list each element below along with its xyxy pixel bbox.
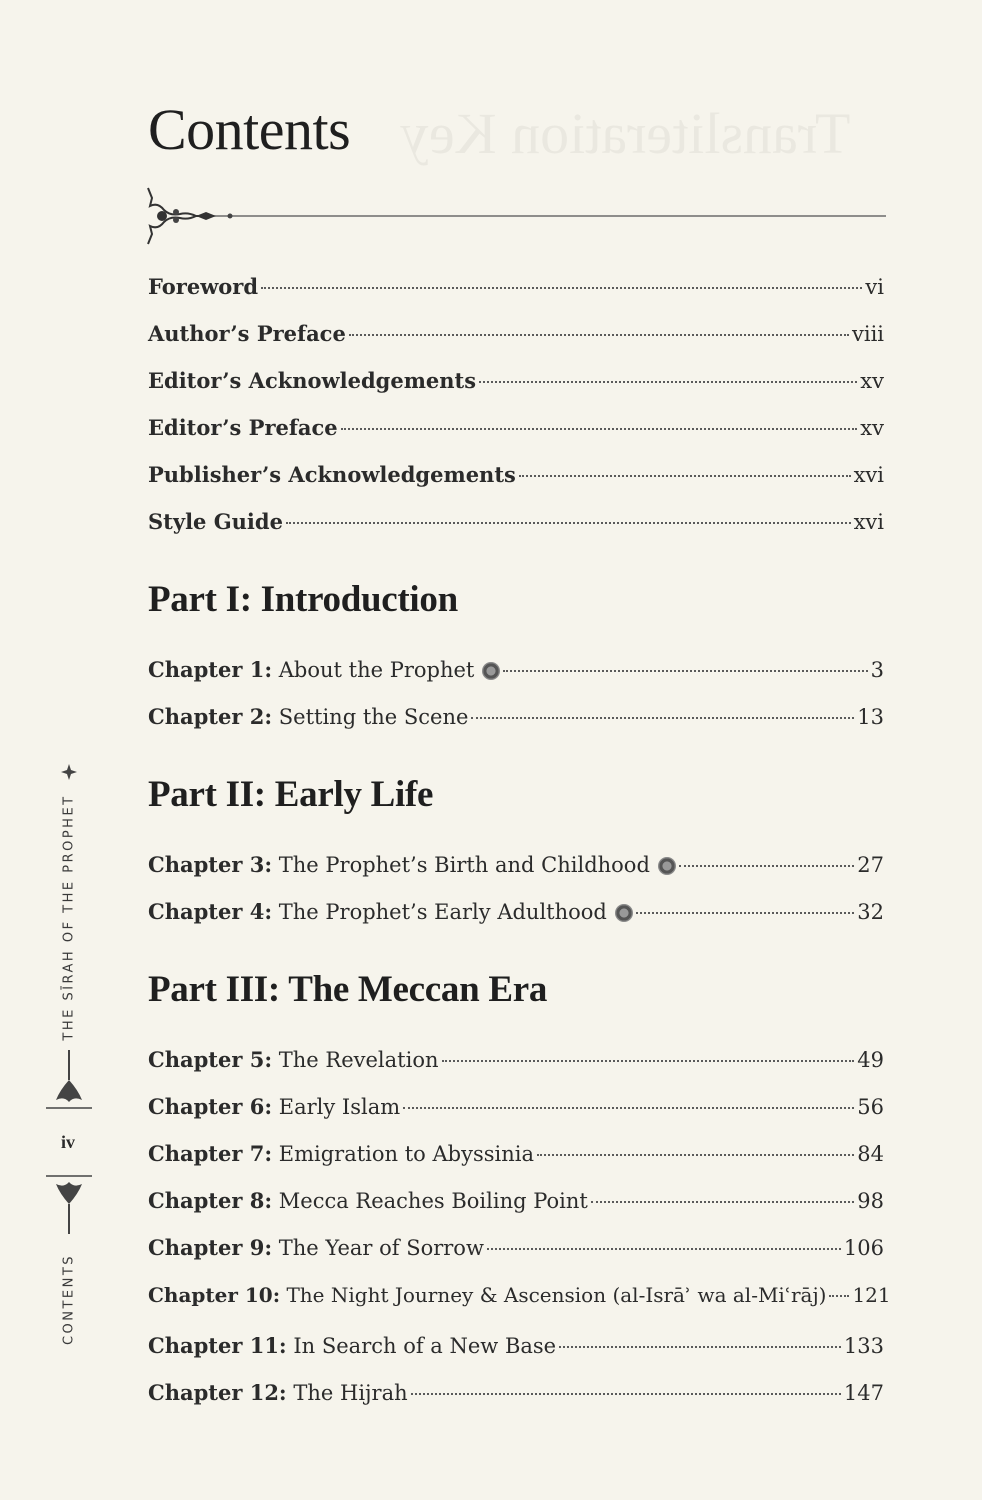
dot-leader [286, 521, 851, 524]
chapter-title: The Year of Sorrow [278, 1236, 484, 1260]
dot-leader [341, 427, 858, 430]
chapter-title: The Prophet’s Early Adulthood [278, 900, 607, 924]
toc-entry-label [148, 1046, 439, 1074]
toc-entry-label: Publisher’s Acknowledgements [148, 462, 516, 487]
dot-leader [411, 1392, 841, 1395]
toc-entry-label: Style Guide [148, 509, 283, 534]
toc-page-number: 49 [857, 1048, 884, 1072]
chapter-title: The Night Journey & Ascension (al-Isrāʾ wa al-Miʿrāj) [286, 1283, 827, 1307]
chapter-title: Mecca Reaches Boiling Point [278, 1189, 588, 1213]
ornament-rule [140, 184, 888, 250]
toc-page-number: 56 [857, 1095, 884, 1119]
salawat-seal-icon [482, 662, 500, 680]
toc-page-number: xvi [853, 463, 884, 487]
toc-entry-chapter[interactable] [148, 851, 884, 879]
chapter-number: Chapter 10: [148, 1283, 281, 1307]
page-title: Contents [148, 97, 351, 162]
chapter-number: Chapter 7: [148, 1141, 273, 1166]
running-head-section: CONTENTS [61, 1253, 77, 1346]
ghost-title [400, 100, 851, 167]
chapter-title: The Revelation [278, 1048, 439, 1072]
dot-leader [519, 474, 851, 477]
part-heading: Part II: Early Life [148, 774, 434, 815]
toc-entry-editors-preface[interactable] [148, 414, 884, 442]
chapter-title: The Hijrah [293, 1381, 408, 1405]
dot-leader [829, 1294, 849, 1297]
toc-entry-chapter[interactable] [148, 703, 884, 731]
toc-page-number: 121 [852, 1283, 891, 1307]
dot-leader [442, 1059, 855, 1062]
toc-page-number: 133 [843, 1334, 884, 1358]
toc-page-number: vi [865, 275, 884, 299]
page-folio: iv [60, 1132, 75, 1152]
dot-leader [403, 1106, 854, 1109]
dot-leader [679, 864, 854, 867]
toc-entry-chapter[interactable] [148, 1281, 891, 1309]
chapter-number: Chapter 5: [148, 1047, 273, 1072]
toc-entry-publishers-acknowledgements[interactable] [148, 461, 884, 489]
dot-leader [591, 1200, 854, 1203]
toc-entry-label [148, 703, 468, 731]
toc-page-number: 3 [870, 658, 884, 682]
toc-entry-chapter[interactable] [148, 1187, 884, 1215]
toc-entry-label [148, 1281, 826, 1309]
toc-entry-label: Editor’s Preface [148, 415, 338, 440]
toc-page-number: xvi [853, 510, 884, 534]
part-heading: Part I: Introduction [148, 579, 458, 620]
toc-entry-chapter[interactable] [148, 1093, 884, 1121]
toc-entry-authors-preface[interactable] [148, 320, 884, 348]
salawat-seal-icon [615, 904, 633, 922]
dot-leader [537, 1153, 854, 1156]
toc-entry-chapter[interactable] [148, 1046, 884, 1074]
chapter-number: Chapter 9: [148, 1235, 273, 1260]
chapter-title: Early Islam [278, 1095, 401, 1119]
chapter-title: About the Prophet [278, 658, 475, 682]
chapter-title: In Search of a New Base [293, 1334, 557, 1358]
toc-page-number: 84 [857, 1142, 884, 1166]
finial-ornament-inverted-icon [42, 1170, 96, 1234]
toc-entry-label [148, 1187, 588, 1215]
chapter-number: Chapter 6: [148, 1094, 273, 1119]
running-head [54, 760, 84, 1350]
toc-entry-label [148, 898, 633, 926]
dot-leader [636, 911, 854, 914]
toc-page-number: 13 [857, 705, 884, 729]
toc-entry-label [148, 1234, 484, 1262]
dot-leader [479, 380, 857, 383]
dot-leader [559, 1345, 841, 1348]
star-ornament-icon [57, 760, 81, 784]
dot-leader [471, 716, 854, 719]
toc-entry-editors-acknowledgements[interactable] [148, 367, 884, 395]
toc-page-number: xv [860, 369, 884, 393]
part-heading: Part III: The Meccan Era [148, 969, 548, 1010]
chapter-title: The Prophet’s Birth and Childhood [278, 853, 650, 877]
toc-entry-chapter[interactable] [148, 898, 884, 926]
toc-page-number: xv [860, 416, 884, 440]
chapter-number: Chapter 11: [148, 1333, 287, 1358]
toc-entry-chapter[interactable] [148, 656, 884, 684]
chapter-number: Chapter 3: [148, 852, 273, 877]
toc-entry-label [148, 656, 500, 684]
toc-page-number: 32 [857, 900, 884, 924]
dot-leader [487, 1247, 841, 1250]
running-head-book-title: THE SĪRAH OF THE PROPHET [61, 794, 77, 1041]
toc-page-number: 147 [843, 1381, 884, 1405]
toc-entry-label [148, 1140, 534, 1168]
chapter-number: Chapter 1: [148, 657, 273, 682]
chapter-title: Setting the Scene [278, 705, 469, 729]
toc-entry-chapter[interactable] [148, 1332, 884, 1360]
chapter-number: Chapter 2: [148, 704, 273, 729]
dot-leader [261, 286, 862, 289]
toc-entry-style-guide[interactable] [148, 508, 884, 536]
chapter-number: Chapter 4: [148, 899, 273, 924]
finial-ornament-icon [42, 1050, 96, 1114]
chapter-number: Chapter 12: [148, 1380, 287, 1405]
salawat-seal-icon [658, 857, 676, 875]
chapter-title: Emigration to Abyssinia [278, 1142, 534, 1166]
toc-page-number: 106 [843, 1236, 884, 1260]
toc-entry-label [148, 1093, 400, 1121]
toc-entry-foreword[interactable] [148, 273, 884, 301]
toc-entry-label: Author’s Preface [148, 321, 346, 346]
dot-leader [503, 669, 867, 672]
toc-page-number: 98 [857, 1189, 884, 1213]
toc-entry-label: Editor’s Acknowledgements [148, 368, 477, 393]
toc-page-number: 27 [857, 853, 884, 877]
toc-page-number: viii [851, 322, 884, 346]
toc-entry-chapter[interactable] [148, 1234, 884, 1262]
toc-entry-chapter[interactable] [148, 1379, 884, 1407]
toc-entry-label [148, 1379, 408, 1407]
chapter-number: Chapter 8: [148, 1188, 273, 1213]
toc-entry-label: Foreword [148, 274, 259, 299]
toc-entry-label [148, 851, 676, 879]
toc-entry-chapter[interactable] [148, 1140, 884, 1168]
dot-leader [349, 333, 849, 336]
toc-entry-label [148, 1332, 556, 1360]
